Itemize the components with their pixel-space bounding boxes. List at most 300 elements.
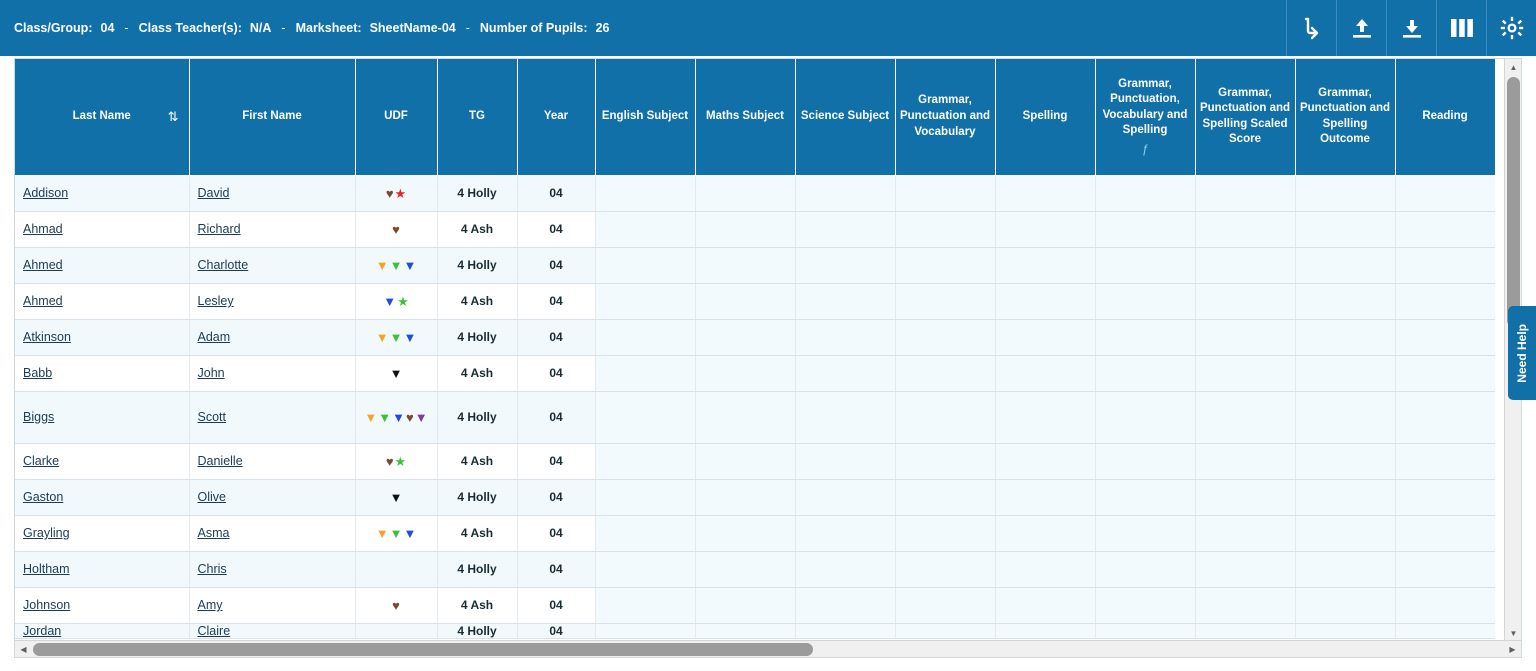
cell-first-name <box>189 211 355 247</box>
cell-udf[interactable] <box>355 283 437 319</box>
cell-first-name <box>189 247 355 283</box>
cell-data-entry[interactable] <box>595 443 695 479</box>
pupil-first-name-link[interactable]: Danielle <box>197 454 243 468</box>
cell-first-name <box>189 551 355 587</box>
cell-data-entry[interactable] <box>895 587 995 623</box>
cell-udf[interactable] <box>355 247 437 283</box>
cell-data-entry[interactable] <box>1095 587 1195 623</box>
cell-data-entry[interactable] <box>695 515 795 551</box>
cell-data-entry[interactable] <box>1195 551 1295 587</box>
cell-udf[interactable] <box>355 551 437 587</box>
cell-last-name <box>15 247 189 283</box>
class-group-label: Class/Group: <box>14 21 93 35</box>
upload-icon[interactable] <box>1336 0 1386 56</box>
cell-data-entry[interactable] <box>1395 355 1495 391</box>
scroll-up-icon[interactable]: ▲ <box>1505 59 1522 76</box>
flag-icon: ▼ <box>383 293 397 309</box>
cell-data-entry[interactable] <box>595 587 695 623</box>
table-row[interactable] <box>15 247 1495 283</box>
cell-data-entry[interactable] <box>1395 551 1495 587</box>
pupil-first-name-link[interactable]: Richard <box>197 222 241 236</box>
table-row[interactable] <box>15 623 1495 638</box>
cell-last-name <box>15 391 189 443</box>
column-header-reading[interactable] <box>1395 59 1495 175</box>
vertical-scroll-thumb[interactable] <box>1507 77 1520 327</box>
cell-data-entry[interactable] <box>695 479 795 515</box>
udf-marker-group <box>364 259 429 272</box>
cell-tg: 4 Holly <box>437 551 517 587</box>
separator-3: - <box>465 21 470 35</box>
cell-last-name <box>15 211 189 247</box>
flag-icon: ▼ <box>389 365 403 381</box>
need-help-label: Need Help <box>1515 323 1529 383</box>
cell-tg: 4 Ash <box>437 283 517 319</box>
cell-data-entry[interactable] <box>695 175 795 211</box>
column-header-gpvs[interactable] <box>1095 59 1195 175</box>
cell-data-entry[interactable] <box>1095 211 1195 247</box>
column-header-tg[interactable] <box>437 59 517 175</box>
table-row[interactable] <box>15 283 1495 319</box>
pupil-last-name-link[interactable]: Jordan <box>23 623 62 638</box>
cell-data-entry[interactable] <box>1195 247 1295 283</box>
cell-last-name <box>15 515 189 551</box>
heart-icon: ♥ <box>385 185 394 201</box>
pupil-last-name-link[interactable]: Johnson <box>23 598 71 612</box>
cell-udf[interactable] <box>355 587 437 623</box>
cell-year: 04 <box>517 443 595 479</box>
cell-udf[interactable] <box>355 443 437 479</box>
cell-last-name <box>15 283 189 319</box>
cell-tg: 4 Ash <box>437 211 517 247</box>
marksheet-grid <box>14 58 1522 658</box>
cell-data-entry[interactable] <box>995 175 1095 211</box>
column-header-gps-scaled-score[interactable] <box>1195 59 1295 175</box>
table-row[interactable] <box>15 479 1495 515</box>
cell-data-entry[interactable] <box>695 623 795 638</box>
pupil-last-name-link[interactable]: Ahmed <box>23 258 63 272</box>
marksheet-table <box>15 59 1495 639</box>
flag-icon: ▼ <box>389 257 403 273</box>
cell-data-entry[interactable] <box>1395 319 1495 355</box>
table-row[interactable] <box>15 551 1495 587</box>
marksheet-value: SheetName-04 <box>369 21 456 35</box>
class-teacher-value: N/A <box>249 21 272 35</box>
cell-data-entry[interactable] <box>795 283 895 319</box>
cell-data-entry[interactable] <box>695 391 795 443</box>
cell-year: 04 <box>517 587 595 623</box>
cell-data-entry[interactable] <box>895 515 995 551</box>
cell-data-entry[interactable] <box>1195 175 1295 211</box>
cell-data-entry[interactable] <box>795 479 895 515</box>
cell-data-entry[interactable] <box>595 355 695 391</box>
cell-data-entry[interactable] <box>1095 175 1195 211</box>
cell-first-name <box>189 479 355 515</box>
column-header-maths-subject[interactable] <box>695 59 795 175</box>
cell-first-name <box>189 391 355 443</box>
cell-data-entry[interactable] <box>895 211 995 247</box>
flag-icon: ▼ <box>414 409 428 425</box>
cell-data-entry[interactable] <box>1195 319 1295 355</box>
udf-marker-group <box>364 491 429 504</box>
class-group-value: 04 <box>100 21 115 35</box>
horizontal-scrollbar[interactable] <box>15 640 1521 657</box>
pupil-first-name-link[interactable]: Charlotte <box>197 258 249 272</box>
cell-data-entry[interactable] <box>1195 211 1295 247</box>
scroll-right-icon[interactable]: ▶ <box>1509 645 1516 654</box>
cell-data-entry[interactable] <box>1095 443 1195 479</box>
cell-data-entry[interactable] <box>995 319 1095 355</box>
cell-last-name <box>15 479 189 515</box>
cell-data-entry[interactable] <box>1395 443 1495 479</box>
cell-data-entry[interactable] <box>1395 479 1495 515</box>
cell-data-entry[interactable] <box>1195 443 1295 479</box>
pupil-last-name-link[interactable]: Gaston <box>23 490 64 504</box>
column-header-gps-outcome[interactable] <box>1295 59 1395 175</box>
flag-icon: ▼ <box>378 409 392 425</box>
cell-data-entry[interactable] <box>1095 319 1195 355</box>
separator-1: - <box>124 21 129 35</box>
flag-icon: ▼ <box>364 409 378 425</box>
star-icon: ★ <box>394 453 407 469</box>
cell-data-entry[interactable] <box>595 551 695 587</box>
cell-udf[interactable] <box>355 211 437 247</box>
cell-data-entry[interactable] <box>895 443 995 479</box>
cell-data-entry[interactable] <box>1395 211 1495 247</box>
pupil-last-name-link[interactable]: Holtham <box>23 562 70 576</box>
cell-data-entry[interactable] <box>1295 479 1395 515</box>
pupil-first-name-link[interactable]: David <box>197 186 230 200</box>
flag-icon: ▼ <box>375 329 389 345</box>
cell-data-entry[interactable] <box>1295 587 1395 623</box>
flag-icon: ▼ <box>403 329 417 345</box>
cell-data-entry[interactable] <box>595 515 695 551</box>
cell-data-entry[interactable] <box>1095 551 1195 587</box>
cell-data-entry[interactable] <box>995 443 1095 479</box>
column-header-label: Last Name <box>72 109 131 122</box>
column-header-label: Reading <box>1422 109 1468 122</box>
flag-icon: ▼ <box>403 525 417 541</box>
cell-last-name <box>15 443 189 479</box>
cell-data-entry[interactable] <box>595 391 695 443</box>
cell-data-entry[interactable] <box>1395 283 1495 319</box>
cell-data-entry[interactable] <box>695 211 795 247</box>
cell-data-entry[interactable] <box>795 247 895 283</box>
cell-data-entry[interactable] <box>995 355 1095 391</box>
pupil-last-name-link[interactable]: Addison <box>23 186 69 200</box>
cell-last-name <box>15 355 189 391</box>
cell-data-entry[interactable] <box>795 355 895 391</box>
cell-data-entry[interactable] <box>1295 211 1395 247</box>
column-header-last-name[interactable] <box>15 59 189 175</box>
cell-data-entry[interactable] <box>695 355 795 391</box>
table-row[interactable] <box>15 391 1495 443</box>
column-header-label: UDF <box>384 109 408 122</box>
cell-data-entry[interactable] <box>795 587 895 623</box>
cell-data-entry[interactable] <box>795 623 895 638</box>
separator-2: - <box>281 21 286 35</box>
cell-data-entry[interactable] <box>1295 623 1395 638</box>
table-header-row <box>15 59 1495 175</box>
column-header-label: Grammar, Punctuation and Vocabulary <box>899 94 991 138</box>
marksheet-info <box>0 21 1286 35</box>
cell-tg: 4 Ash <box>437 587 517 623</box>
cell-first-name <box>189 283 355 319</box>
cell-tg: 4 Ash <box>437 355 517 391</box>
udf-marker-group <box>364 599 429 612</box>
cell-data-entry[interactable] <box>795 211 895 247</box>
pupil-last-name-link[interactable]: Biggs <box>23 410 55 424</box>
cell-udf[interactable] <box>355 515 437 551</box>
cell-data-entry[interactable] <box>1395 623 1495 638</box>
cell-data-entry[interactable] <box>895 319 995 355</box>
cell-first-name <box>189 355 355 391</box>
scroll-left-icon[interactable]: ◀ <box>20 645 27 654</box>
cell-udf[interactable] <box>355 175 437 211</box>
cell-udf[interactable] <box>355 391 437 443</box>
cell-tg: 4 Holly <box>437 319 517 355</box>
cell-data-entry[interactable] <box>995 283 1095 319</box>
pupil-first-name-link[interactable]: Asma <box>197 526 230 540</box>
need-help-tab[interactable] <box>1508 306 1536 400</box>
cell-data-entry[interactable] <box>795 319 895 355</box>
table-row[interactable] <box>15 319 1495 355</box>
cell-data-entry[interactable] <box>1395 587 1495 623</box>
cell-data-entry[interactable] <box>595 175 695 211</box>
columns-icon[interactable] <box>1436 0 1486 56</box>
cell-year: 04 <box>517 175 595 211</box>
cell-data-entry[interactable] <box>1195 355 1295 391</box>
scroll-down-icon[interactable]: ▼ <box>1505 625 1522 642</box>
pupil-first-name-link[interactable]: Olive <box>197 490 226 504</box>
pupil-last-name-link[interactable]: Clarke <box>23 454 60 468</box>
cell-data-entry[interactable] <box>595 247 695 283</box>
column-header-label: First Name <box>242 109 302 122</box>
column-header-english-subject[interactable] <box>595 59 695 175</box>
cell-data-entry[interactable] <box>895 391 995 443</box>
cell-data-entry[interactable] <box>795 443 895 479</box>
cell-data-entry[interactable] <box>695 319 795 355</box>
enter-data-icon[interactable] <box>1286 0 1336 56</box>
cell-year: 04 <box>517 283 595 319</box>
column-header-label: TG <box>469 109 485 122</box>
cell-data-entry[interactable] <box>1295 283 1395 319</box>
cell-year: 04 <box>517 355 595 391</box>
column-header-label: Grammar, Punctuation and Spelling Scaled Score <box>1199 86 1291 146</box>
cell-data-entry[interactable] <box>795 551 895 587</box>
cell-last-name <box>15 551 189 587</box>
cell-data-entry[interactable] <box>1095 479 1195 515</box>
pupil-last-name-link[interactable]: Ahmad <box>23 222 63 236</box>
flag-icon: ▼ <box>389 489 403 505</box>
pupil-last-name-link[interactable]: Babb <box>23 366 53 380</box>
cell-year: 04 <box>517 479 595 515</box>
udf-marker-group <box>364 295 429 308</box>
gear-icon[interactable] <box>1486 0 1536 56</box>
cell-data-entry[interactable] <box>995 479 1095 515</box>
heart-icon: ♥ <box>392 597 400 613</box>
cell-tg: 4 Holly <box>437 623 517 638</box>
cell-data-entry[interactable] <box>795 391 895 443</box>
cell-data-entry[interactable] <box>1395 391 1495 443</box>
cell-last-name <box>15 319 189 355</box>
cell-first-name <box>189 515 355 551</box>
flag-icon: ▼ <box>375 257 389 273</box>
cell-data-entry[interactable] <box>995 587 1095 623</box>
cell-data-entry[interactable] <box>995 623 1095 638</box>
cell-data-entry[interactable] <box>1195 623 1295 638</box>
cell-data-entry[interactable] <box>1095 515 1195 551</box>
cell-data-entry[interactable] <box>795 515 895 551</box>
flag-icon: ▼ <box>389 329 403 345</box>
cell-data-entry[interactable] <box>1295 551 1395 587</box>
column-header-spelling[interactable] <box>995 59 1095 175</box>
horizontal-scroll-thumb[interactable] <box>33 643 813 656</box>
column-header-grammar-punctuation-vocabulary[interactable] <box>895 59 995 175</box>
cell-data-entry[interactable] <box>1095 355 1195 391</box>
table-row[interactable] <box>15 211 1495 247</box>
cell-data-entry[interactable] <box>595 319 695 355</box>
cell-first-name <box>189 175 355 211</box>
cell-data-entry[interactable] <box>595 211 695 247</box>
cell-first-name <box>189 623 355 638</box>
pupil-last-name-link[interactable]: Grayling <box>23 526 70 540</box>
cell-udf[interactable] <box>355 319 437 355</box>
pupil-last-name-link[interactable]: Ahmed <box>23 294 63 308</box>
cell-data-entry[interactable] <box>895 247 995 283</box>
cell-data-entry[interactable] <box>1195 283 1295 319</box>
formula-icon: ƒ <box>1141 141 1149 156</box>
download-icon[interactable] <box>1386 0 1436 56</box>
cell-data-entry[interactable] <box>895 175 995 211</box>
class-teacher-label: Class Teacher(s): <box>138 21 242 35</box>
table-row[interactable] <box>15 355 1495 391</box>
star-icon: ★ <box>397 293 409 309</box>
cell-data-entry[interactable] <box>1295 391 1395 443</box>
udf-marker-group <box>364 527 429 540</box>
cell-data-entry[interactable] <box>1395 175 1495 211</box>
star-icon: ★ <box>394 185 407 201</box>
cell-udf[interactable] <box>355 479 437 515</box>
cell-data-entry[interactable] <box>995 515 1095 551</box>
table-row[interactable] <box>15 175 1495 211</box>
cell-data-entry[interactable] <box>1095 391 1195 443</box>
cell-data-entry[interactable] <box>1295 355 1395 391</box>
column-header-label: Grammar, Punctuation and Spelling Outcome <box>1299 86 1391 146</box>
cell-data-entry[interactable] <box>1095 283 1195 319</box>
column-header-label: Spelling <box>1022 109 1068 122</box>
column-header-first-name[interactable] <box>189 59 355 175</box>
cell-data-entry[interactable] <box>895 283 995 319</box>
udf-marker-group <box>364 331 429 344</box>
cell-data-entry[interactable] <box>1295 319 1395 355</box>
cell-data-entry[interactable] <box>995 551 1095 587</box>
cell-udf[interactable] <box>355 355 437 391</box>
cell-data-entry[interactable] <box>1295 175 1395 211</box>
cell-first-name <box>189 319 355 355</box>
cell-data-entry[interactable] <box>1095 623 1195 638</box>
heart-icon: ♥ <box>406 409 414 425</box>
cell-data-entry[interactable] <box>1295 515 1395 551</box>
heart-icon: ♥ <box>385 453 394 469</box>
pupil-first-name-link[interactable]: Scott <box>197 410 226 424</box>
cell-tg: 4 Holly <box>437 175 517 211</box>
cell-data-entry[interactable] <box>695 283 795 319</box>
cell-data-entry[interactable] <box>995 211 1095 247</box>
cell-year: 04 <box>517 391 595 443</box>
cell-year: 04 <box>517 211 595 247</box>
marksheet-label: Marksheet: <box>295 21 362 35</box>
cell-data-entry[interactable] <box>1395 247 1495 283</box>
grid-viewport <box>15 59 1495 642</box>
cell-data-entry[interactable] <box>995 391 1095 443</box>
cell-year: 04 <box>517 623 595 638</box>
column-header-science-subject[interactable] <box>795 59 895 175</box>
cell-data-entry[interactable] <box>1295 443 1395 479</box>
cell-data-entry[interactable] <box>1395 515 1495 551</box>
cell-year: 04 <box>517 319 595 355</box>
cell-data-entry[interactable] <box>895 623 995 638</box>
column-header-label: Grammar, Punctuation, Vocabulary and Spelling <box>1102 77 1188 137</box>
column-header-udf[interactable] <box>355 59 437 175</box>
column-header-label: Maths Subject <box>706 109 784 122</box>
cell-data-entry[interactable] <box>1095 247 1195 283</box>
pupil-first-name-link[interactable]: Claire <box>197 623 231 638</box>
pupil-first-name-link[interactable]: Lesley <box>197 294 234 308</box>
cell-data-entry[interactable] <box>1195 391 1295 443</box>
table-row[interactable] <box>15 515 1495 551</box>
cell-data-entry[interactable] <box>795 175 895 211</box>
cell-tg: 4 Ash <box>437 443 517 479</box>
cell-tg: 4 Ash <box>437 515 517 551</box>
cell-data-entry[interactable] <box>595 479 695 515</box>
cell-first-name <box>189 587 355 623</box>
cell-data-entry[interactable] <box>695 247 795 283</box>
udf-marker-group <box>364 455 429 468</box>
cell-data-entry[interactable] <box>1295 247 1395 283</box>
cell-data-entry[interactable] <box>595 283 695 319</box>
pupil-first-name-link[interactable]: Chris <box>197 562 227 576</box>
cell-data-entry[interactable] <box>1195 479 1295 515</box>
column-header-year[interactable] <box>517 59 595 175</box>
cell-data-entry[interactable] <box>1195 587 1295 623</box>
flag-icon: ▼ <box>403 257 417 273</box>
table-row[interactable] <box>15 443 1495 479</box>
cell-data-entry[interactable] <box>695 551 795 587</box>
udf-marker-group <box>364 187 429 200</box>
cell-data-entry[interactable] <box>995 247 1095 283</box>
top-toolbar <box>0 0 1536 56</box>
pupil-first-name-link[interactable]: John <box>197 366 225 380</box>
cell-data-entry[interactable] <box>695 443 795 479</box>
cell-data-entry[interactable] <box>595 623 695 638</box>
cell-udf[interactable] <box>355 623 437 638</box>
table-row[interactable] <box>15 587 1495 623</box>
number-of-pupils-label: Number of Pupils: <box>479 21 588 35</box>
cell-data-entry[interactable] <box>695 587 795 623</box>
pupil-last-name-link[interactable]: Atkinson <box>23 330 71 344</box>
flag-icon: ▼ <box>389 525 403 541</box>
heart-icon: ♥ <box>392 221 400 237</box>
pupil-first-name-link[interactable]: Amy <box>197 598 223 612</box>
cell-data-entry[interactable] <box>1195 515 1295 551</box>
cell-data-entry[interactable] <box>895 551 995 587</box>
sort-ascending-icon[interactable]: ⇅ <box>167 108 179 124</box>
cell-data-entry[interactable] <box>895 479 995 515</box>
toolbar-actions <box>1286 0 1536 56</box>
cell-data-entry[interactable] <box>895 355 995 391</box>
pupil-first-name-link[interactable]: Adam <box>197 330 231 344</box>
cell-year: 04 <box>517 551 595 587</box>
